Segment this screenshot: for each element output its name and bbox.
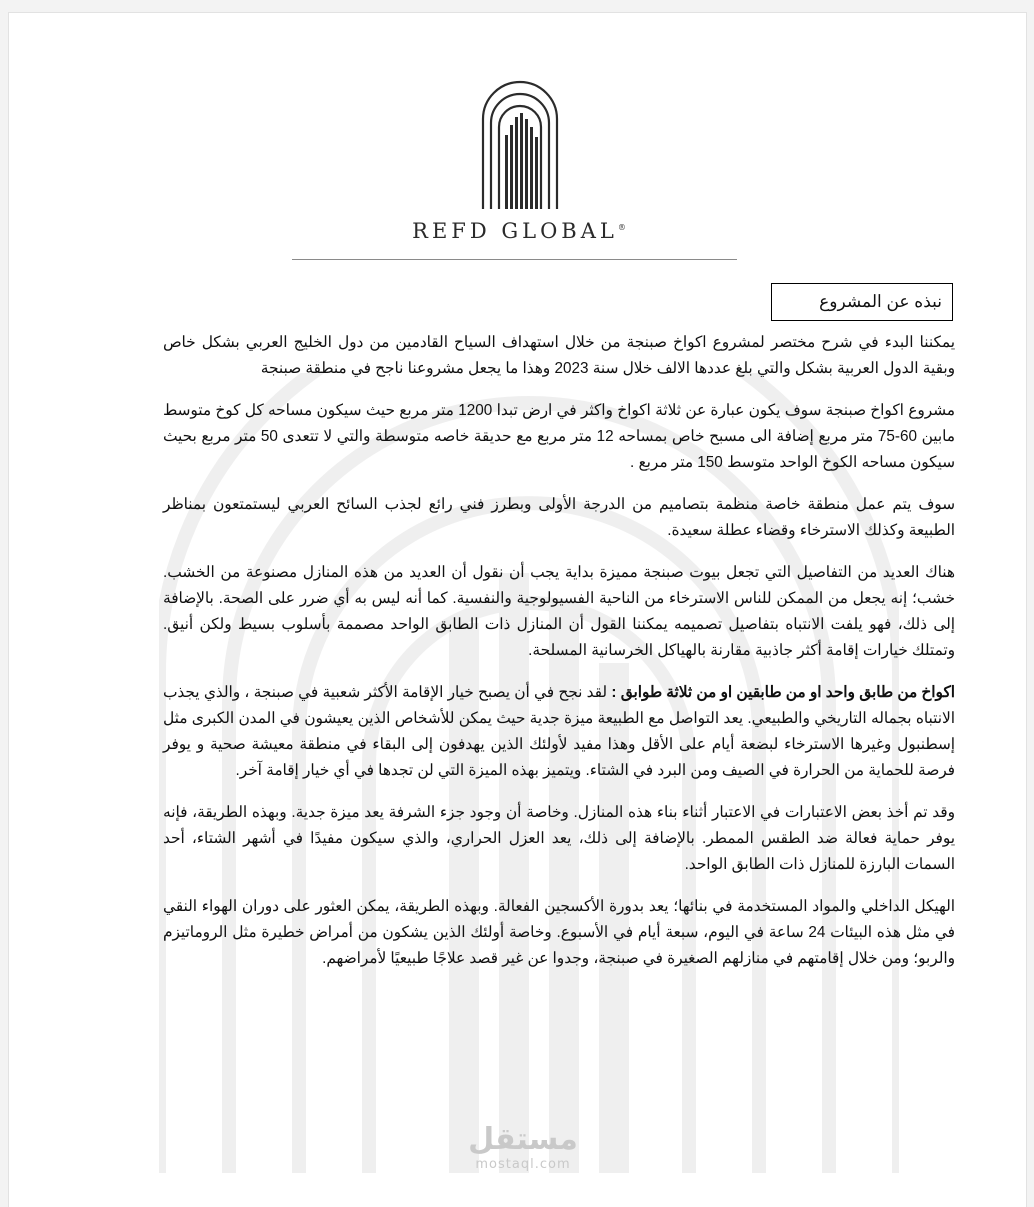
paragraph-floors	[163, 680, 955, 784]
brand-name	[389, 219, 649, 243]
paragraph-design: سوف يتم عمل منطقة خاصة منظمة بتصاميم من الدرجة الأولى وبطرز فني رائع لجذب السائح العربي ليستمتعون بمناظر الطبيعة وكذلك الاسترخاء وقضاء عطلة سعيدة.	[163, 496, 955, 539]
paragraph-floors-text: لقد نجح في أن يصبح خيار الإقامة الأكثر شعبية في صبنجة ، والذي يجذب الانتباه بجماله التاريخي والطبيعي. يعد التواصل مع الطبيعة ميزة جدية حيث يمكن للأشخاص الذين يعيشون في المدن الكبرى مثل إسطنبول وغيرها الاسترخاء لبضعة أيام على الأقل وهذا مفيد لأولئك الذين يهدفون إلى البقاء في منطقة معيشة صحية و يوفر فرصة للحماية من الحرارة في الصيف ومن البرد في الشتاء. ويتميز بهذه الميزة التي لن تجدها في أي خيار إقامة آخر.	[163, 684, 955, 779]
document-body	[163, 330, 955, 988]
mostaql-watermark-arabic: مستقل	[468, 1122, 578, 1157]
paragraph-cabins-area: مشروع اكواخ صبنجة سوف يكون عبارة عن ثلاثة اكواخ واكثر في ارض تبدا 1200 متر مربع حيث سيكون مساحه كل كوخ متوسط مابين 60-75 متر مربع إضافة الى مسبح خاص بمساحه 12 متر مربع مع حديقة خاصه متوسطة والتي لا تتعدى 50 متر مربع بحيث سيكون مساحه الكوخ الواحد متوسط 150 متر مربع .	[163, 402, 955, 471]
paragraph-considerations: وقد تم أخذ بعض الاعتبارات في الاعتبار أثناء بناء هذه المنازل. وخاصة أن وجود جزء الشرفة يعد ميزة جدية. وبهذه الطريقة، فإنه يوفر حماية فعالة ضد الطقس الممطر. بالإضافة إلى ذلك، يعد العزل الحراري، والذي سيكون مفيدًا في أشهر الشتاء، أحد السمات البارزة للمنازل ذات الطابق الواحد.	[163, 804, 955, 873]
section-title: نبذه عن المشروع	[771, 283, 953, 321]
refd-global-logo-icon	[479, 75, 561, 211]
header-divider	[292, 259, 737, 260]
paragraph-structure: الهيكل الداخلي والمواد المستخدمة في بنائها؛ يعد بدورة الأكسجين الفعالة. وبهذه الطريقة، يمكن العثور على دوران الهواء النقي في مثل هذه البيئات 24 ساعة في اليوم، سبعة أيام في الأسبوع. وخاصة أولئك الذين يشكون من أمراض خطيرة مثل الروماتيزم والربو؛ ومن خلال إقامتهم في منازلهم الصغيرة في صبنجة، وجدوا عن غير قصد علاجًا طبيعيًا لأمراضهم.	[163, 898, 955, 967]
mostaql-watermark-url: mostaql.com	[475, 1157, 571, 1172]
paragraph-floors-heading: اكواخ من طابق واحد او من طابقين او من ثلاثة طوابق :	[611, 684, 955, 701]
registered-mark: ®	[617, 223, 626, 232]
paragraph-intro: يمكننا البدء في شرح مختصر لمشروع اكواخ صبنجة من خلال استهداف السياح القادمين من دول الخليج العربي بشكل خاص وبقية الدول العربية بشكل والتي بلغ عددها الالف خلال سنة 2023 وهذا ما يجعل مشروعنا ناجح في منطقة صبنجة	[163, 334, 955, 377]
document-page	[8, 12, 1027, 1207]
paragraph-wood-houses: هناك العديد من التفاصيل التي تجعل بيوت صبنجة مميزة بداية يجب أن نقول أن العديد من هذه المنازل مصنوعة من الخشب. خشب؛ إنه يجعل من الممكن للناس الاسترخاء من الناحية الفسيولوجية والنفسية. كما أنه ليس به أي ضرر على الصحة. بالإضافة إلى ذلك، فهو يلفت الانتباه بتفاصيل تصميمه يمكننا القول أن المنازل ذات الطابق الواحد مصممة بأسلوب بسيط ولكن أنيق. وتمتلك خيارات إقامة أكثر جاذبية مقارنة بالهياكل الخرسانية المسلحة.	[163, 564, 955, 659]
brand-text: REFD GLOBAL	[412, 219, 618, 243]
mostaql-watermark	[453, 1123, 593, 1172]
